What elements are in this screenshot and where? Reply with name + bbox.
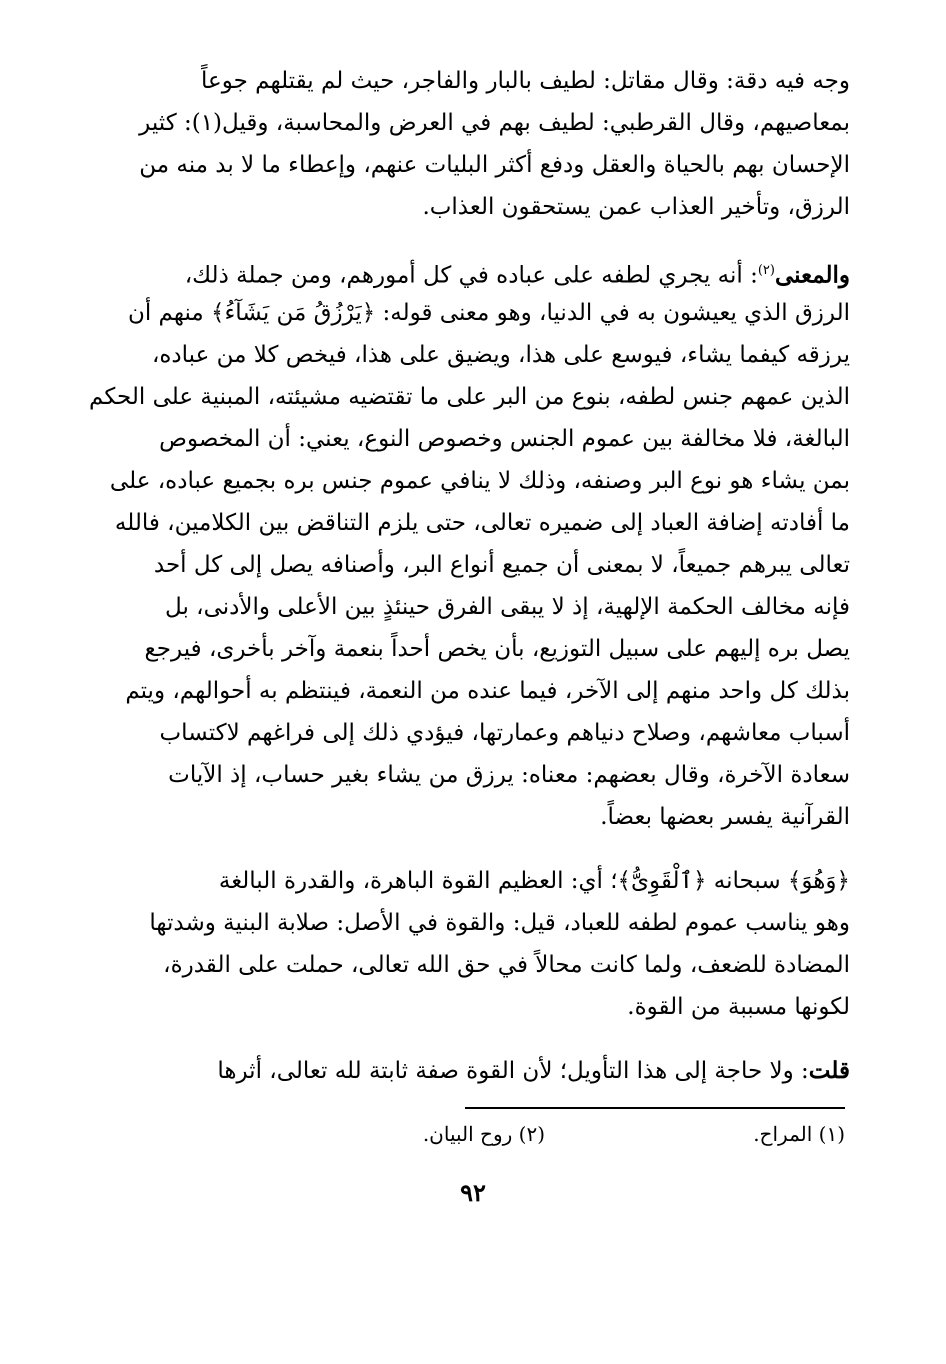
line-text: بذلك كل واحد منهم إلى الآخر، فيما عنده من النعمة، فينتظم به أحوالهم، ويتم <box>125 678 850 704</box>
text-line <box>60 502 850 544</box>
text-line <box>60 292 850 334</box>
paragraph-1 <box>60 60 850 228</box>
paragraph-4 <box>60 1050 850 1092</box>
text-line <box>60 1050 850 1092</box>
line-text: لكونها مسببة من القوة. <box>627 994 850 1020</box>
footnote-ref: (٢) <box>757 263 775 278</box>
paragraph-2 <box>60 250 850 838</box>
footnote-2: (٢) روح البيان. <box>422 1122 545 1146</box>
line-text: الإحسان بهم بالحياة والعقل ودفع أكثر البليات عنهم، وإعطاء ما لا بد منه من <box>139 152 850 178</box>
paragraph-gap <box>60 1028 850 1050</box>
text-line <box>60 944 850 986</box>
term-heading: والمعنى <box>774 261 850 289</box>
text-line <box>60 902 850 944</box>
line-text: تعالى يبرهم جميعاً، لا بمعنى أن جميع أنواع البر، وأصنافه يصل إلى كل أحد <box>153 552 850 578</box>
footnote-1: (١) المراح. <box>753 1122 845 1146</box>
footnotes <box>260 1122 845 1162</box>
page-number: ٩٢ <box>460 1178 486 1207</box>
text-line <box>60 144 850 186</box>
paragraph-gap <box>60 838 850 860</box>
text-line <box>60 544 850 586</box>
text-line <box>60 712 850 754</box>
text-line <box>60 102 850 144</box>
line-text: بمن يشاء هو نوع البر وصنفه، وذلك لا ينافي عموم جنس بره بجميع عباده، على <box>109 468 850 494</box>
text-line <box>60 186 850 228</box>
line-text: يصل بره إليهم على سبيل التوزيع، بأن يخص أحداً بنعمة وآخر بأخرى، فيرجع <box>144 636 850 662</box>
line-text: الذين عمهم جنس لطفه، بنوع من البر على ما تقتضيه مشيئته، المبنية على الحكم <box>89 384 850 410</box>
text-line <box>60 376 850 418</box>
paragraph-gap <box>60 228 850 250</box>
line-text: فإنه مخالف الحكمة الإلهية، إذ لا يبقى الفرق حينئذٍ بين الأعلى والأدنى، بل <box>165 594 850 620</box>
text-line <box>60 796 850 838</box>
term-heading: قلت <box>808 1057 850 1084</box>
text-line <box>60 334 850 376</box>
footnote-divider <box>465 1107 845 1109</box>
text-line <box>60 628 850 670</box>
line-text: المضادة للضعف، ولما كانت محالاً في حق الله تعالى، حملت على القدرة، <box>163 952 850 978</box>
text-line <box>60 986 850 1028</box>
line-text: وجه فيه دقة: وقال مقاتل: لطيف بالبار والفاجر، حيث لم يقتلهم جوعاً <box>201 68 850 94</box>
line-text: يرزقه كيفما يشاء، فيوسع على هذا، ويضيق على هذا، فيخص كلا من عباده، <box>151 342 850 368</box>
line-text: ما أفادته إضافة العباد إلى ضميره تعالى، حتى يلزم التناقض بين الكلامين، فالله <box>114 510 850 536</box>
text-line <box>60 670 850 712</box>
line-text: ﴿وَهُوَ﴾ سبحانه ﴿ٱلْقَوِىُّ﴾؛ أي: العظيم القوة الباهرة، والقدرة البالغة <box>218 868 850 894</box>
line-text: : ولا حاجة إلى هذا التأويل؛ لأن القوة صفة ثابتة لله تعالى، أثرها <box>217 1058 809 1084</box>
line-text: الرزق الذي يعيشون به في الدنيا، وهو معنى قوله: ﴿يَرْزُقُ مَن يَشَآءُ﴾ منهم أن <box>127 300 850 326</box>
text-line <box>60 754 850 796</box>
text-line <box>60 60 850 102</box>
line-text: بمعاصيهم، وقال القرطبي: لطيف بهم في العرض والمحاسبة، وقيل(١): كثير <box>139 110 850 136</box>
line-text: سعادة الآخرة، وقال بعضهم: معناه: يرزق من يشاء بغير حساب، إذ الآيات <box>168 762 850 788</box>
line-text: وهو يناسب عموم لطفه للعباد، قيل: والقوة في الأصل: صلابة البنية وشدتها <box>149 910 850 936</box>
text-line <box>60 250 850 292</box>
line-text: الرزق، وتأخير العذاب عمن يستحقون العذاب. <box>422 194 850 220</box>
line-text: أسباب معاشهم، وصلاح دنياهم وعمارتها، فيؤدي ذلك إلى فراغهم لاكتساب <box>159 720 850 746</box>
text-line <box>60 586 850 628</box>
line-text: القرآنية يفسر بعضها بعضاً. <box>600 804 850 830</box>
paragraph-3 <box>60 860 850 1028</box>
text-line <box>60 460 850 502</box>
line-text: البالغة، فلا مخالفة بين عموم الجنس وخصوص النوع، يعني: أن المخصوص <box>159 426 850 452</box>
text-line <box>60 860 850 902</box>
text-line <box>60 418 850 460</box>
line-text: : أنه يجري لطفه على عباده في كل أمورهم، ومن جملة ذلك، <box>184 262 758 289</box>
